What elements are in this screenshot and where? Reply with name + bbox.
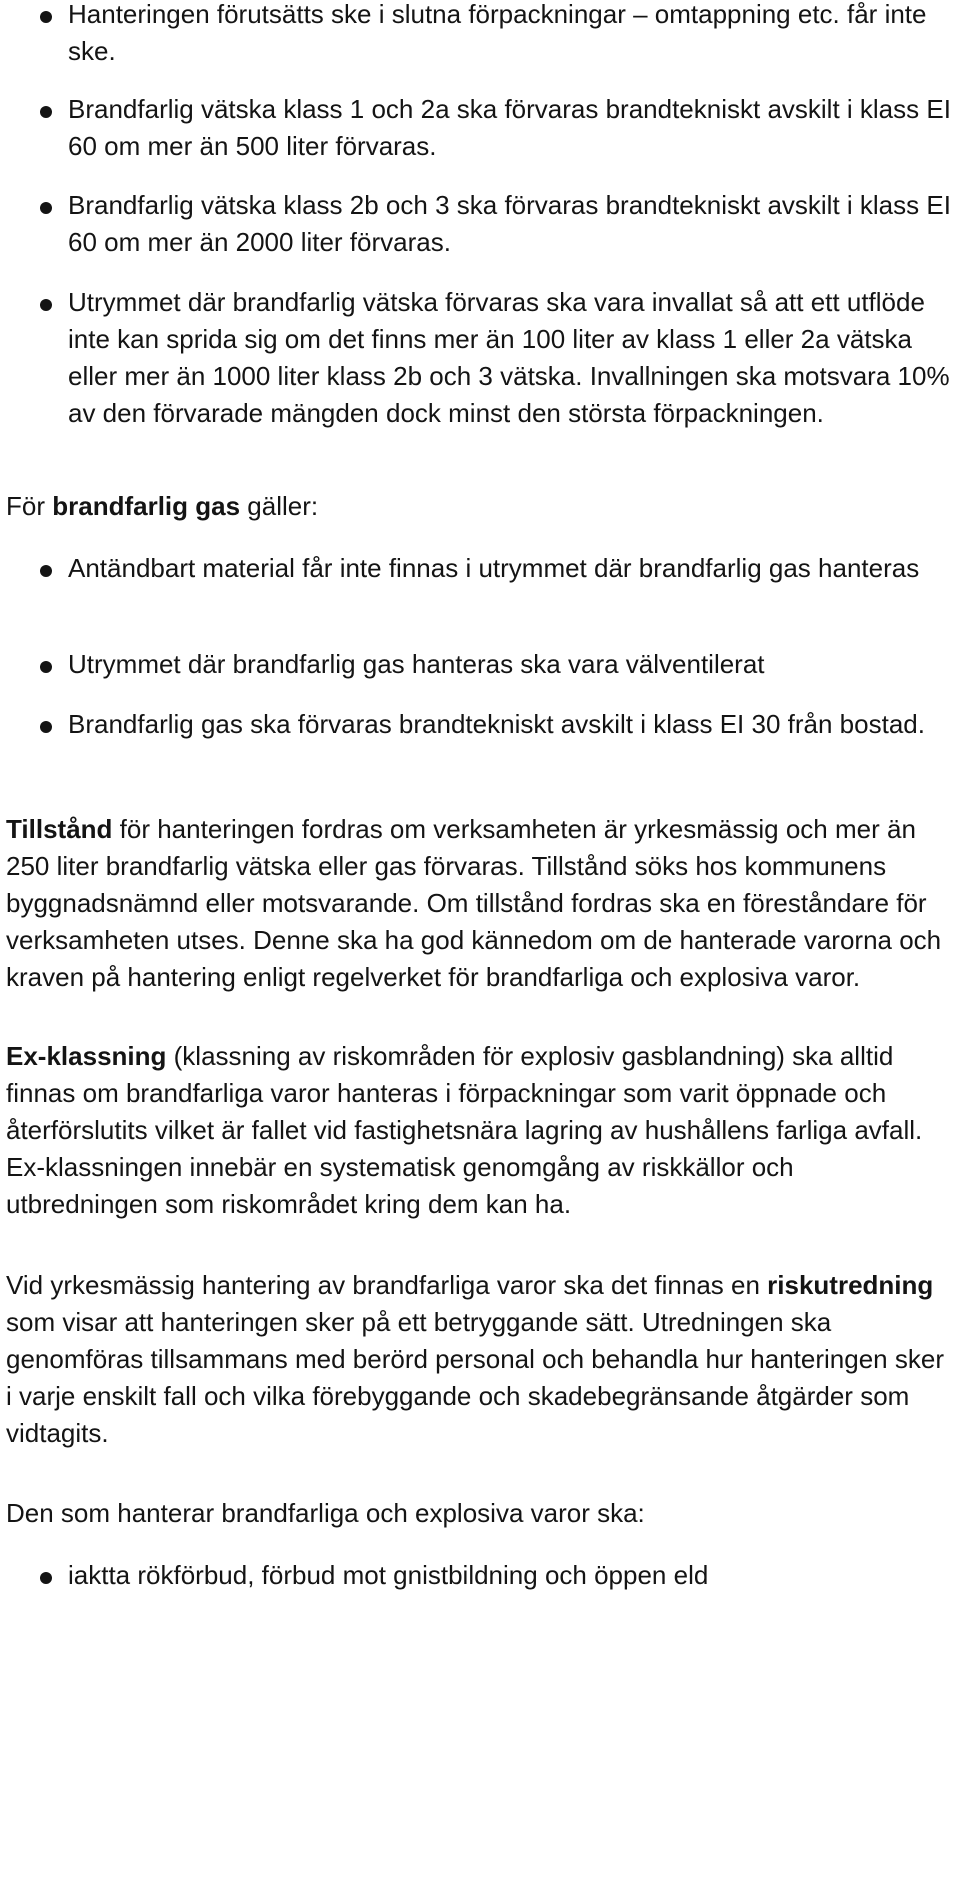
riskutredning-paragraph [6,1267,952,1452]
exklassning-bold: Ex-klassning [6,1041,167,1071]
list-item [40,284,952,432]
tillstand-paragraph [6,811,952,996]
bullet-icon [40,661,52,673]
bullet-icon [40,721,52,733]
bullet-icon [40,565,52,577]
list-item-text: Antändbart material får inte finnas i utrymmet där brandfarlig gas hanteras [68,553,920,583]
handler-intro-paragraph: Den som hanterar brandfarliga och explosiva varor ska: [6,1498,645,1528]
bullet-icon [40,299,52,311]
list-item-text: Brandfarlig vätska klass 2b och 3 ska förvaras brandtekniskt avskilt i klass EI 60 om mer än 2000 liter förvaras. [68,190,951,257]
gas-intro-bold: brandfarlig gas [52,491,241,521]
gas-intro-after: gäller: [240,491,319,521]
exklassning-paragraph [6,1038,952,1223]
riskutredning-before: Vid yrkesmässig hantering av brandfarliga varor ska det finnas en [6,1270,768,1300]
list-item [40,0,952,70]
bullet-icon [40,106,52,118]
bullet-icon [40,1572,52,1584]
list-item-text: Brandfarlig gas ska förvaras brandtekniskt avskilt i klass EI 30 från bostad. [68,709,925,739]
tillstand-bold: Tillstånd [6,814,113,844]
exklassning-text: (klassning av riskområden för explosiv gasblandning) ska alltid finnas om brandfarliga varor hanteras i förpackningar som varit öppnade och återförslutits vilket är fallet vid fastighetsnära lagring av hushållens farliga avfall. Ex-klassningen innebär en systematisk genomgång av riskkällor och utbredningen som riskområdet kring dem kan ha. [6,1041,923,1219]
bullet-icon [40,202,52,214]
list-item [40,646,952,683]
list-item-text: Utrymmet där brandfarlig gas hanteras ska vara välventilerat [68,649,765,679]
gas-intro-paragraph [6,488,952,525]
list-item-text: iaktta rökförbud, förbud mot gnistbildning och öppen eld [68,1560,709,1590]
list-item [40,1557,952,1594]
gas-intro-before: För [6,491,53,521]
list-item-text: Hanteringen förutsätts ske i slutna förpackningar – omtappning etc. får inte ske. [68,0,927,66]
list-item-text: Brandfarlig vätska klass 1 och 2a ska förvaras brandtekniskt avskilt i klass EI 60 om mer än 500 liter förvaras. [68,94,951,161]
list-item [40,91,952,165]
riskutredning-after: som visar att hanteringen sker på ett betryggande sätt. Utredningen ska genomföras tillsammans med berörd personal och behandla hur hanteringen sker i varje enskilt fall och vilka förebyggande och skadebegränsande åtgärder som vidtagits. [6,1307,944,1448]
list-item-text: Utrymmet där brandfarlig vätska förvaras ska vara invallat så att ett utflöde inte kan sprida sig om det finns mer än 100 liter av klass 1 eller 2a vätska eller mer än 1000 liter klass 2b och 3 vätska. Invallningen ska motsvara 10% av den förvarade mängden dock minst den största förpackningen. [68,287,950,428]
list-item [40,187,952,261]
list-item [40,706,952,743]
list-item [40,550,952,587]
bullet-icon [40,11,52,23]
tillstand-text: för hanteringen fordras om verksamheten är yrkesmässig och mer än 250 liter brandfarlig vätska eller gas förvaras. Tillstånd söks hos kommunens byggnadsnämnd eller motsvarande. Om tillstånd fordras ska en föreståndare för verksamheten utses. Denne ska ha god kännedom om de hanterade varorna och kraven på hantering enligt regelverket för brandfarliga och explosiva varor. [6,814,942,992]
riskutredning-bold: riskutredning [767,1270,934,1300]
